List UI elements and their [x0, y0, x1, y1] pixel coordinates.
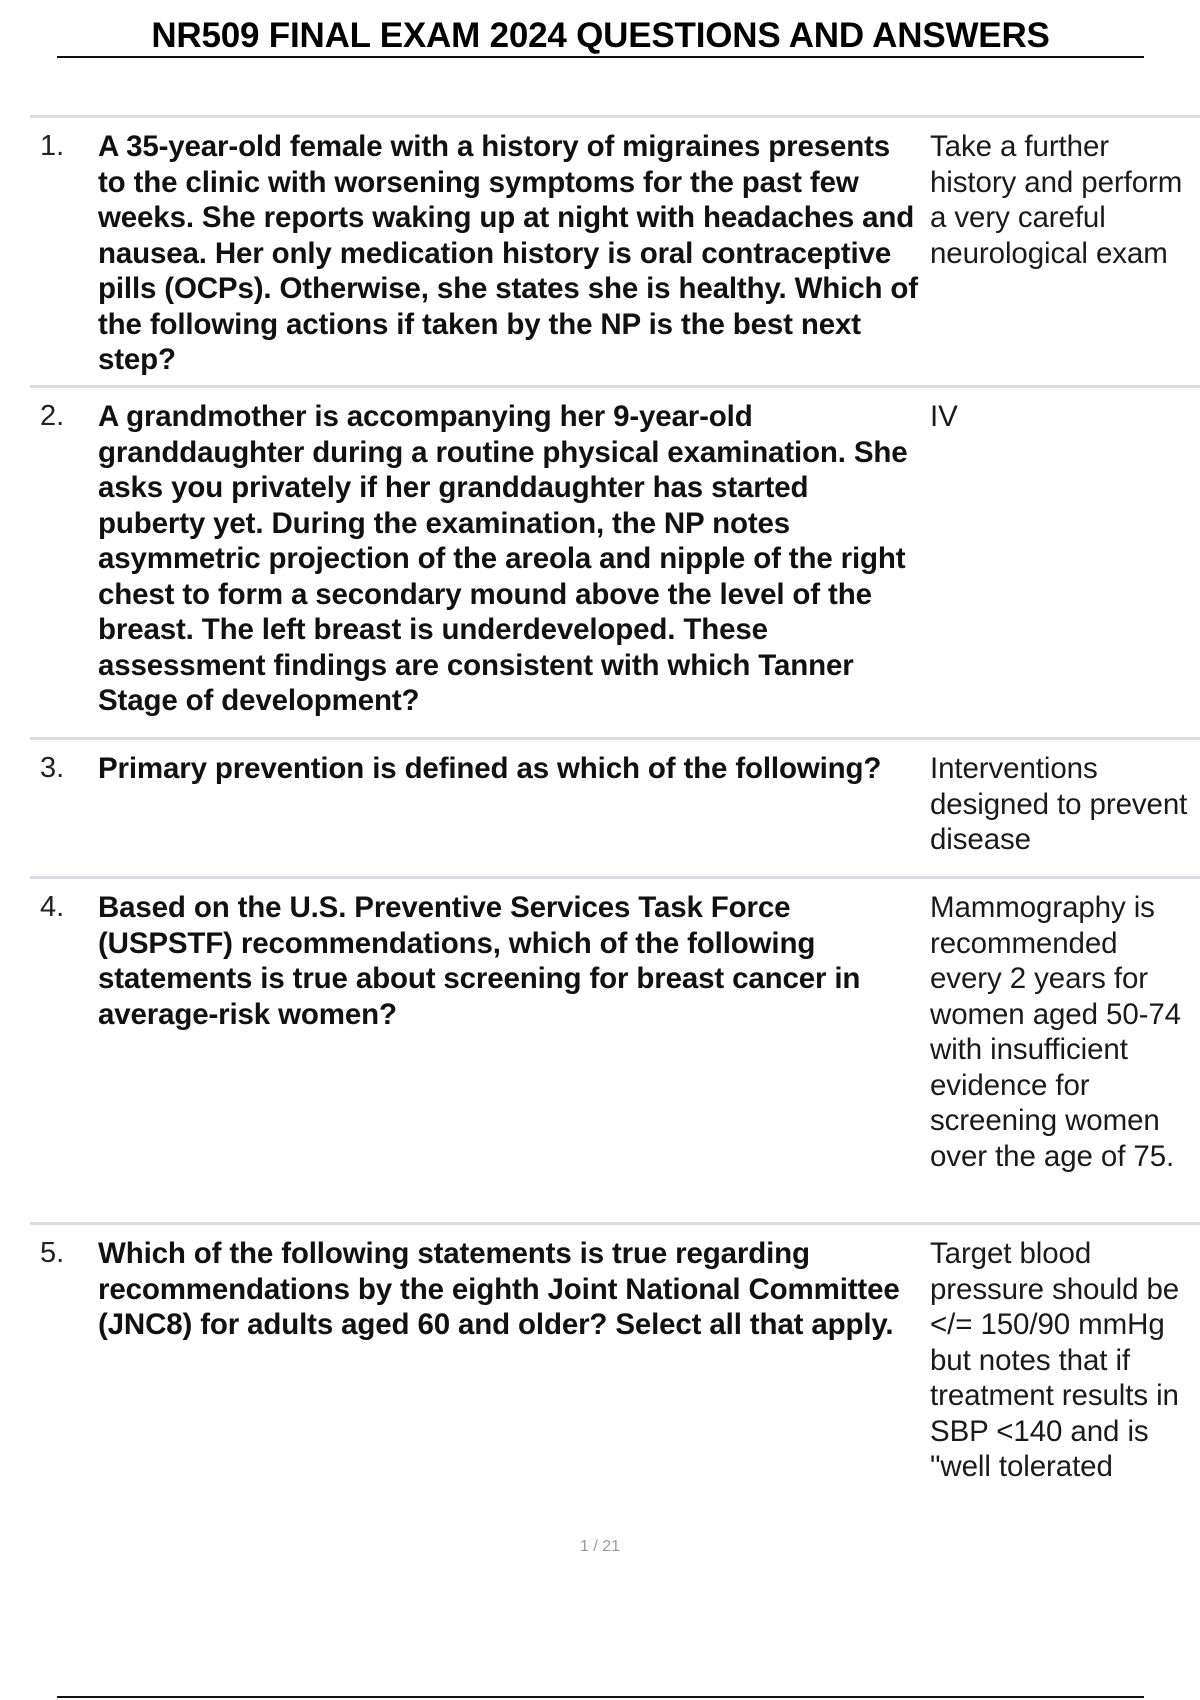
qa-number: 2.	[40, 400, 65, 432]
qa-answer: IV	[930, 400, 958, 433]
qa-answer: Take a further history and perform a very careful neurological exam	[930, 130, 1183, 270]
qa-item-4	[30, 876, 1200, 1222]
qa-number: 3.	[40, 752, 65, 784]
qa-question: Which of the following statements is true regarding recommendations by the eighth Joint National Committee (JNC8) for adults aged 60 and older? Select all that apply.	[98, 1237, 900, 1341]
qa-answer: Mammography is recommended every 2 years for women aged 50-74 with insufficient evidence for screening women over the age of 75.	[930, 891, 1181, 1173]
qa-item-5	[30, 1222, 1200, 1496]
qa-number: 4.	[40, 891, 65, 923]
qa-item-2	[30, 385, 1200, 737]
footer-rule	[57, 1696, 1144, 1698]
qa-answer: Interventions designed to prevent disease	[930, 752, 1188, 856]
qa-list	[30, 115, 1200, 1496]
qa-number: 1.	[40, 130, 65, 162]
qa-question: Based on the U.S. Preventive Services Task Force (USPSTF) recommendations, which of the following statements is true about screening for breast cancer in average-risk women?	[98, 891, 861, 1031]
qa-number: 5.	[40, 1237, 65, 1269]
qa-question: A 35-year-old female with a history of migraines presents to the clinic with worsening symptoms for the past few weeks. She reports waking up at night with headaches and nausea. Her only medication history is oral contraceptive pills (OCPs). Otherwise, she states she is healthy. Which of the following actions if taken by the NP is the best next step?	[98, 130, 918, 376]
qa-item-3	[30, 737, 1200, 876]
qa-question: A grandmother is accompanying her 9-year-old granddaughter during a routine physical examination. She asks you privately if her granddaughter has started puberty yet. During the examination, the NP notes asymmetric projection of the areola and nipple of the right chest to form a secondary mound above the level of the breast. The left breast is underdeveloped. These assessment findings are consistent with which Tanner Stage of development?	[98, 400, 908, 717]
qa-answer: Target blood pressure should be </= 150/90 mmHg but notes that if treatment results in SBP <140 and is "well tolerated	[930, 1237, 1180, 1483]
page-indicator: 1 / 21	[579, 1538, 621, 1555]
qa-item-1	[30, 115, 1200, 385]
qa-question: Primary prevention is defined as which of the following?	[98, 752, 882, 785]
document-title: NR509 FINAL EXAM 2024 QUESTIONS AND ANSWERS	[151, 16, 1050, 55]
title-underline	[57, 56, 1144, 58]
